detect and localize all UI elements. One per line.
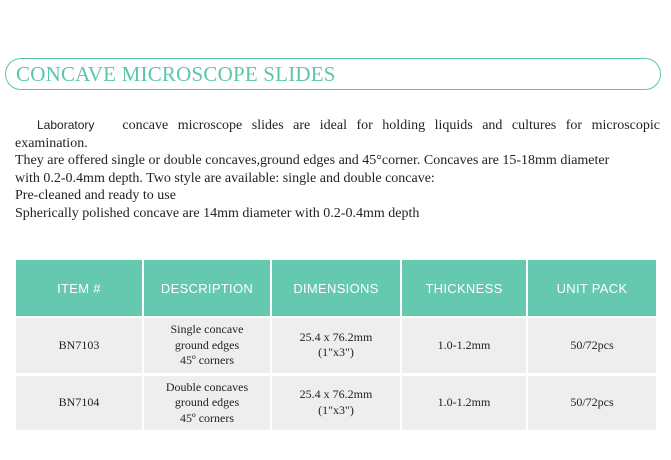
description-line: Double concaves [165, 379, 249, 394]
spec-table [14, 258, 658, 432]
intro-first-text: concave microscope slides are ideal for holding liquids and cultures for microscopic [122, 118, 660, 133]
cell-description [143, 374, 271, 431]
intro-line: Pre-cleaned and ready to use [15, 188, 176, 203]
intro-lead-word: Laboratory [37, 118, 95, 132]
dimensions-line: 25.4 x 76.2mm [299, 329, 373, 344]
header-item: ITEM # [15, 259, 143, 317]
cell-unit-pack: 50/72pcs [527, 317, 657, 374]
cell-thickness: 1.0-1.2mm [401, 374, 527, 431]
table-row [15, 374, 657, 431]
description-line: ground edges [174, 395, 240, 409]
section-title-frame [5, 58, 661, 90]
cell-item: BN7103 [15, 317, 143, 374]
description-line: 45º corners [179, 410, 235, 425]
header-unit-pack: UNIT PACK [527, 259, 657, 317]
cell-unit-pack: 50/72pcs [527, 374, 657, 431]
header-thickness: THICKNESS [401, 259, 527, 317]
dimensions-line: (1"x3") [318, 402, 354, 417]
intro-line: They are offered single or double concaves,ground edges and 45°corner. Concaves are 15-18mm diameter [15, 153, 610, 168]
header-description: DESCRIPTION [143, 259, 271, 317]
dimensions-line: (1"x3") [318, 345, 354, 360]
intro-line: Spherically polished concave are 14mm diameter with 0.2-0.4mm depth [15, 205, 420, 221]
cell-dimensions [271, 317, 401, 374]
intro-line: examination. [15, 135, 88, 151]
intro-paragraph [15, 117, 660, 222]
description-line: 45º corners [179, 353, 235, 367]
cell-description [143, 317, 271, 374]
dimensions-line: 25.4 x 76.2mm [299, 387, 373, 402]
intro-line: with 0.2-0.4mm depth. Two style are available: single and double concave: [15, 170, 435, 186]
intro-first-line [15, 117, 660, 135]
cell-thickness: 1.0-1.2mm [401, 317, 527, 374]
description-line: Single concave [170, 322, 244, 336]
header-dimensions: DIMENSIONS [271, 259, 401, 317]
cell-item: BN7104 [15, 374, 143, 431]
table-row [15, 317, 657, 374]
description-line: ground edges [174, 337, 240, 352]
page-title: CONCAVE MICROSCOPE SLIDES [16, 62, 336, 86]
cell-dimensions [271, 374, 401, 431]
table-header-row [15, 259, 657, 317]
